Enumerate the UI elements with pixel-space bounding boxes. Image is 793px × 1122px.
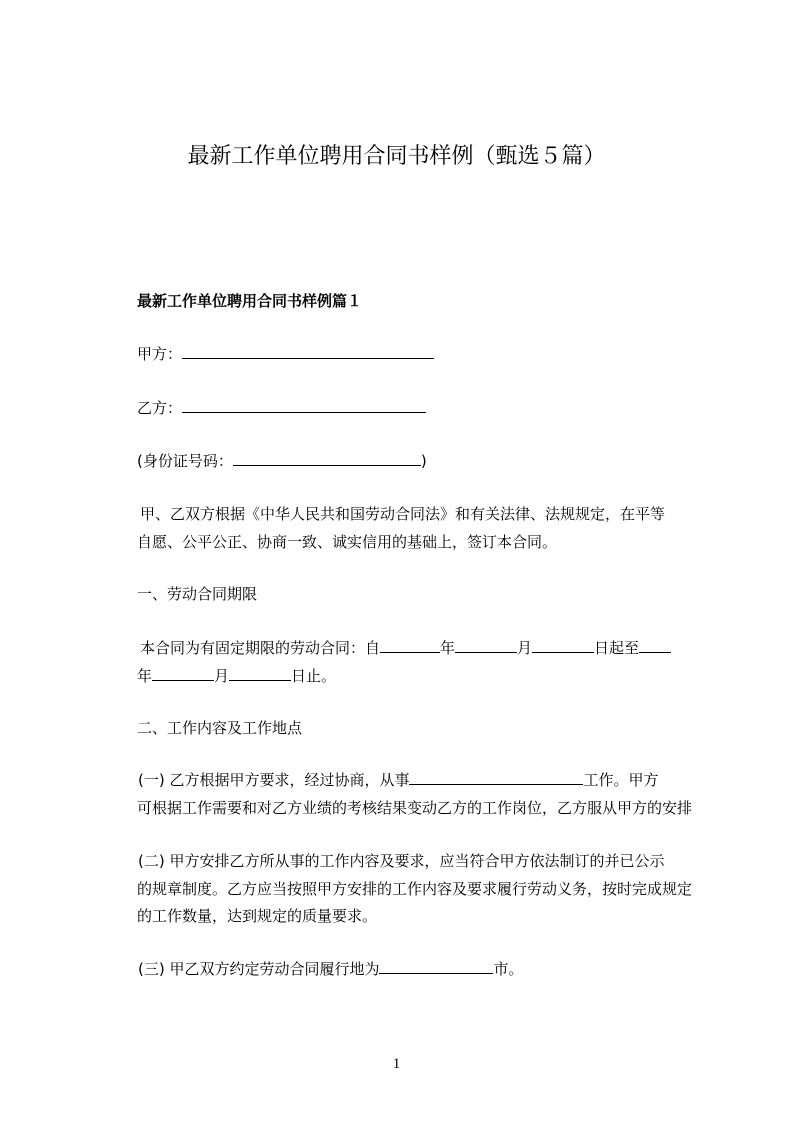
day-from-label: 日起至	[594, 639, 640, 657]
party-b-label: 乙方：	[137, 399, 183, 417]
clause-2-1-text: (一) 乙方根据甲方要求，经过协商，从事	[138, 771, 410, 789]
clause-2-3-tail: 市。	[493, 960, 524, 978]
start-month-blank[interactable]	[455, 638, 517, 653]
section-1-heading: 一、劳动合同期限	[137, 585, 258, 603]
end-month-blank[interactable]	[152, 666, 214, 681]
party-b-line	[137, 398, 426, 418]
clause-2-2-line-1: (二) 甲方安排乙方所从事的工作内容及要求，应当符合甲方依法制订的并已公示	[138, 852, 665, 870]
clause-2-1-tail: 工作。甲方	[583, 771, 659, 789]
party-a-line	[137, 344, 434, 364]
party-a-label: 甲方：	[137, 345, 183, 363]
id-close: )	[420, 452, 427, 470]
clause-2-1-line-2: 可根据工作需要和对乙方业绩的考核结果变动乙方的工作岗位，乙方服从甲方的安排	[137, 799, 693, 817]
party-b-blank[interactable]	[182, 398, 426, 413]
term-text: 本合同为有固定期限的劳动合同：自	[140, 639, 381, 657]
party-a-blank[interactable]	[182, 344, 434, 359]
clause-2-2-line-2: 的规章制度。乙方应当按照甲方安排的工作内容及要求履行劳动义务，按时完成规定	[137, 880, 693, 898]
clause-2-3-text: (三) 甲乙双方约定劳动合同履行地为	[138, 960, 380, 978]
document-title: 最新工作单位聘用合同书样例（甄选５篇）	[187, 144, 606, 169]
year-label-2: 年	[137, 667, 153, 685]
clause-2-2-line-3: 的工作数量，达到规定的质量要求。	[137, 907, 378, 925]
job-blank[interactable]	[409, 770, 583, 785]
city-blank[interactable]	[379, 959, 493, 974]
month-label-2: 月	[214, 667, 230, 685]
section-heading: 最新工作单位聘用合同书样例篇１	[137, 292, 363, 310]
month-label: 月	[517, 639, 533, 657]
term-line-1	[140, 638, 671, 658]
start-day-blank[interactable]	[532, 638, 594, 653]
day-to-label: 日止。	[291, 667, 337, 685]
page-number: 1	[392, 1056, 401, 1072]
term-line-2	[137, 666, 336, 686]
intro-line-2: 自愿、公平公正、协商一致、诚实信用的基础上，签订本合同。	[137, 533, 558, 551]
clause-2-1-line-1	[138, 770, 659, 790]
intro-line-1: 甲、乙双方根据《中华人民共和国劳动合同法》和有关法律、法规规定，在平等	[140, 505, 666, 523]
end-year-blank[interactable]	[639, 638, 671, 653]
id-blank[interactable]	[233, 451, 421, 466]
end-day-blank[interactable]	[229, 666, 291, 681]
id-label: (身份证号码：	[137, 452, 233, 470]
section-2-heading: 二、工作内容及工作地点	[137, 719, 303, 737]
start-year-blank[interactable]	[380, 638, 440, 653]
id-line	[137, 451, 427, 471]
clause-2-3-line	[138, 959, 524, 979]
year-label: 年	[440, 639, 456, 657]
